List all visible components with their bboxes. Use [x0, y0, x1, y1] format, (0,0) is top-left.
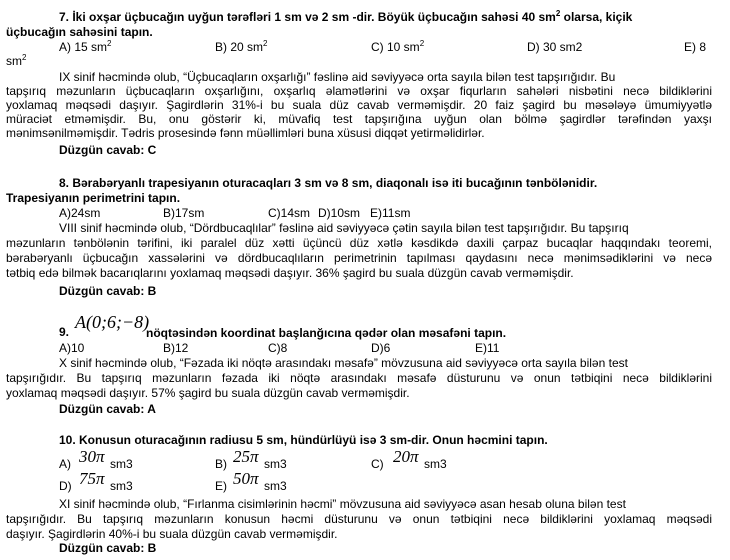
q7-title-line1: 7. İki oxşar üçbucağın uyğun tərəfləri 1 sm və 2 sm -dir. Böyük üçbucağın sahəsi 40 $sm^2$ olarsa, kiçik [59, 9, 633, 24]
q10-option-a-formula: 30π [79, 447, 105, 466]
q8-title-line2: Trapesiyanın perimetrini tapın. [6, 191, 181, 205]
q10-comment-line3: daşıyır. Şagirdlərin 40%-i bu suala düzgün cavab verməmişdir. [6, 527, 338, 541]
q8-option-e: E)11sm [370, 206, 411, 220]
q10-option-d-label: D) [59, 479, 72, 493]
q9-comment-line3: yoxlamaq məqsədi daşıyır. 57% şagird bu suala düzgün cavab verməmişdir. [6, 386, 410, 400]
q10-answer: Düzgün cavab: B [59, 541, 157, 555]
q7-option-d: D) 30 sm2 [527, 40, 583, 54]
q9-option-d: D)6 [371, 341, 391, 355]
q8-option-a: A)24sm [59, 206, 101, 220]
q8-comment-line2: məzunların tənbölənin tərifini, iki paralel düz xətti üçüncü düz xətlə kəsdikdə daxili çarpaz bucaqlar haqqındakı teoremi, [6, 236, 712, 250]
q7-answer: Düzgün cavab: C [59, 143, 157, 157]
q8-option-c: C)14sm [268, 206, 311, 220]
q9-option-a: A)10 [59, 341, 85, 355]
q10-option-e-formula: 50π [233, 469, 259, 488]
q7-option-e-unit: $sm^2$ [6, 53, 27, 68]
q8-comment-line3: bərabəryanlı üçbucağın xassələrini və dördbucaqlıların perimetrinin tapılması qaydasını necə mənimsədiklərini və necə [6, 251, 712, 265]
q9-title: nöqtəsindən koordinat başlanğıcına qədər olan məsafəni tapın. [146, 326, 507, 340]
q9-option-e: E)11 [475, 341, 500, 355]
q10-option-b-formula: 25π [233, 447, 259, 466]
q8-option-d: D)10sm [318, 206, 361, 220]
q10-option-b-label: B) [215, 457, 227, 471]
q8-comment-line1: VIII sinif həcmində olub, “Dördbucaqlılar” fəslinə aid səviyyəcə çətin sayıla bilən test tapşırığıdır. Bu tapşırıq [59, 221, 629, 235]
q9-point-formula: A(0;6;−8) [75, 312, 150, 332]
q9-comment-line1: X sinif həcmində olub, “Fəzada iki nöqtə arasındakı məsafə” mövzusuna aid səviyyəcə orta sayıla bilən test [59, 356, 628, 370]
q8-option-b: B)17sm [163, 206, 205, 220]
q9-option-c: C)8 [268, 341, 288, 355]
q7-comment-line1: IX sinif həcmində olub, “Üçbucaqların oxşarlığı” fəslinə aid səviyyəcə orta sayıla bilən test tapşırığıdır. Bu [59, 70, 616, 84]
q10-option-a-unit: sm3 [110, 457, 133, 471]
q9-answer: Düzgün cavab: A [59, 402, 156, 416]
q7-option-b: B) 20 $sm^2$ [215, 39, 268, 54]
q10-option-c-unit: sm3 [424, 457, 447, 471]
q10-comment-line1: XI sinif həcmində olub, “Fırlanma cisimlərinin həcmi” mövzusuna aid səviyyəcə asan hesab oluna bilən test [59, 497, 626, 511]
q8-answer: Düzgün cavab: B [59, 284, 157, 298]
q10-option-c-label: C) [371, 457, 384, 471]
q9-comment-line2: tapşırığıdır. Bu tapşırıq məzunların fəzada iki nöqtə arasındakı məsafə düsturunu və onun tətbiqini necə bildiklərini [6, 371, 712, 385]
q7-comment-line4: müraciət etməmişdir. Bu, onu göstərir ki, müvafiq test tapşırığına uyğun olan bölmə şagirdlər tərəfindən yaxşı [6, 112, 712, 126]
q7-option-e: E) 8 [684, 40, 707, 54]
q8-title-line1: 8. Bərabəryanlı trapesiyanın oturacaqları 3 sm və 8 sm, diaqonalı isə iti bucağının tənbölənidir. [59, 176, 598, 190]
q10-option-e-unit: sm3 [264, 479, 287, 493]
q10-option-c-formula: 20π [393, 447, 419, 466]
q9-option-b: B)12 [163, 341, 189, 355]
q10-comment-line2: tapşırığıdır. Bu tapşırıq məzunların konusun həcmi düsturunu və onun tətbiqini necə bildiklərini yoxlamaq məqsədi [6, 512, 712, 526]
q7-title-line2: üçbucağın sahəsini tapın. [6, 25, 153, 39]
q10-option-a-label: A) [59, 457, 71, 471]
q10-option-e-label: E) [215, 479, 227, 493]
q7-option-a: A) 15 $sm^2$ [59, 39, 112, 54]
q7-option-c: C) 10 $sm^2$ [371, 39, 425, 54]
q9-number: 9. [59, 325, 70, 339]
q10-option-d-unit: sm3 [110, 479, 133, 493]
q10-option-d-formula: 75π [79, 469, 105, 488]
q8-comment-line4: tətbiq edə bilmək bacarıqlarını yoxlamaq məqsədi daşıyır. 36% şagird bu suala düzgün cavab verməmişdir. [6, 266, 574, 280]
q10-title: 10. Konusun oturacağının radiusu 5 sm, hündürlüyü isə 3 sm-dir. Onun həcmini tapın. [59, 433, 548, 447]
q7-comment-line5: mənimsənilməmişdir. Tədris prosesində fənn müəllimləri buna xüsusi diqqət yetirməlidirlər. [6, 126, 485, 140]
q7-comment-line3: yoxlamaq məqsədi daşıyır. Şagirdlərin 31%-i bu suala düz cavab verməmişdir. 20 faiz şagird bu məsələyə ümumiyyətlə [6, 98, 712, 112]
q7-comment-line2: tapşırıq məzunların üçbucaqların oxşarlığını, oxşarlıq əlamətlərini və oxşar fiqurların sahələri nisbətini necə bildiklərini [6, 84, 712, 98]
q10-option-b-unit: sm3 [264, 457, 287, 471]
